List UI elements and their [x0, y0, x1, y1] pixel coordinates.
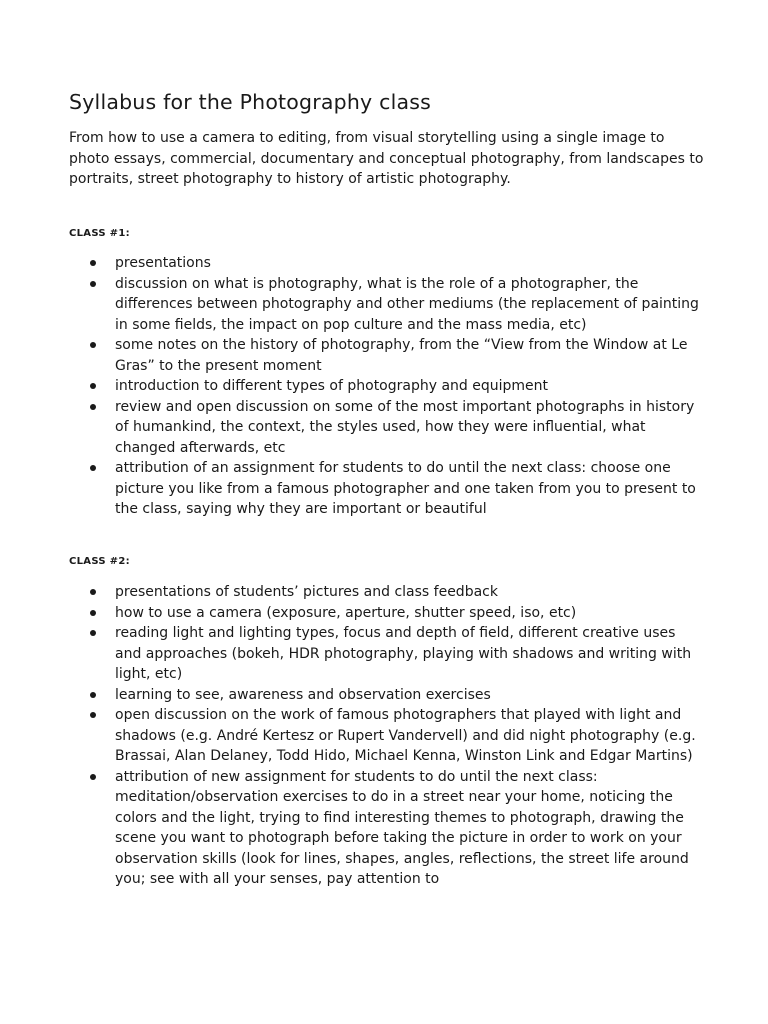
- list-item: [69, 623, 699, 685]
- bullet-icon: [90, 404, 96, 410]
- list-item: [69, 397, 699, 459]
- bullet-icon: [90, 465, 96, 471]
- list-item: [69, 685, 699, 706]
- list-item-text: attribution of new assignment for students to do until the next class: meditation/observation exercises to do in a street near your home, noticing the colors and the light, trying to find interesting themes to photograph, drawing the scene you want to photograph before taking the picture in order to work on your observation skills (look for lines, shapes, angles, reflections, the street life around you; see with all your senses, pay attention to: [115, 768, 689, 887]
- list-item-text: open discussion on the work of famous photographers that played with light and shadows (e.g. André Kertesz or Rupert Vandervell) and did night photography (e.g. Brassai, Alan Delaney, Todd Hido, Michael Kenna, Winston Link and Edgar Martins): [115, 707, 696, 764]
- list-item: [69, 705, 699, 767]
- list-item-text: some notes on the history of photography, from the “View from the Window at Le Gras” to the present moment: [115, 337, 688, 374]
- bullet-icon: [90, 630, 96, 636]
- list-item-text: presentations: [115, 255, 211, 271]
- list-item-text: presentations of students’ pictures and class feedback: [115, 584, 498, 600]
- bullet-icon: [90, 774, 96, 780]
- list-item: [69, 274, 699, 336]
- list-item: [69, 458, 699, 520]
- list-item-text: learning to see, awareness and observation exercises: [115, 686, 491, 703]
- list-item: [69, 767, 699, 890]
- bullet-icon: [90, 342, 96, 348]
- class-2-list: [69, 582, 699, 890]
- class-2-heading: CLASS #2:: [69, 556, 130, 567]
- class-1-heading: CLASS #1:: [69, 228, 130, 239]
- bullet-icon: [90, 260, 96, 266]
- list-item-text: introduction to different types of photography and equipment: [115, 378, 549, 394]
- list-item: [69, 335, 699, 376]
- list-item: [69, 253, 699, 274]
- bullet-icon: [90, 281, 96, 287]
- list-item-text: attribution of an assignment for students to do until the next class: choose one picture you like from a famous photographer and one taken from you to present to the class, saying why they are important or beautiful: [115, 460, 696, 517]
- bullet-icon: [90, 383, 96, 389]
- list-item: [69, 603, 699, 624]
- list-item-text: reading light and lighting types, focus and depth of field, different creative uses and approaches (bokeh, HDR photography, playing with shadows and writing with light, etc): [115, 625, 692, 682]
- list-item-text: discussion on what is photography, what is the role of a photographer, the differences between photography and other mediums (the replacement of painting in some fields, the impact on pop culture and the mass media, etc): [115, 275, 699, 333]
- class-1-list: [69, 253, 699, 520]
- bullet-icon: [90, 692, 96, 698]
- bullet-icon: [90, 589, 96, 595]
- bullet-icon: [90, 712, 96, 718]
- list-item-text: how to use a camera (exposure, aperture, shutter speed, iso, etc): [115, 604, 577, 621]
- list-item: [69, 376, 699, 397]
- intro-paragraph: From how to use a camera to editing, from visual storytelling using a single image to photo essays, commercial, documentary and conceptual photography, from landscapes to portraits, street photography to history of artistic photography.: [69, 130, 704, 187]
- list-item-text: review and open discussion on some of the most important photographs in history of humankind, the context, the styles used, how they were influential, what changed afterwards, etc: [115, 398, 695, 456]
- list-item: [69, 582, 699, 603]
- page-title: Syllabus for the Photography class: [69, 90, 431, 114]
- bullet-icon: [90, 610, 96, 616]
